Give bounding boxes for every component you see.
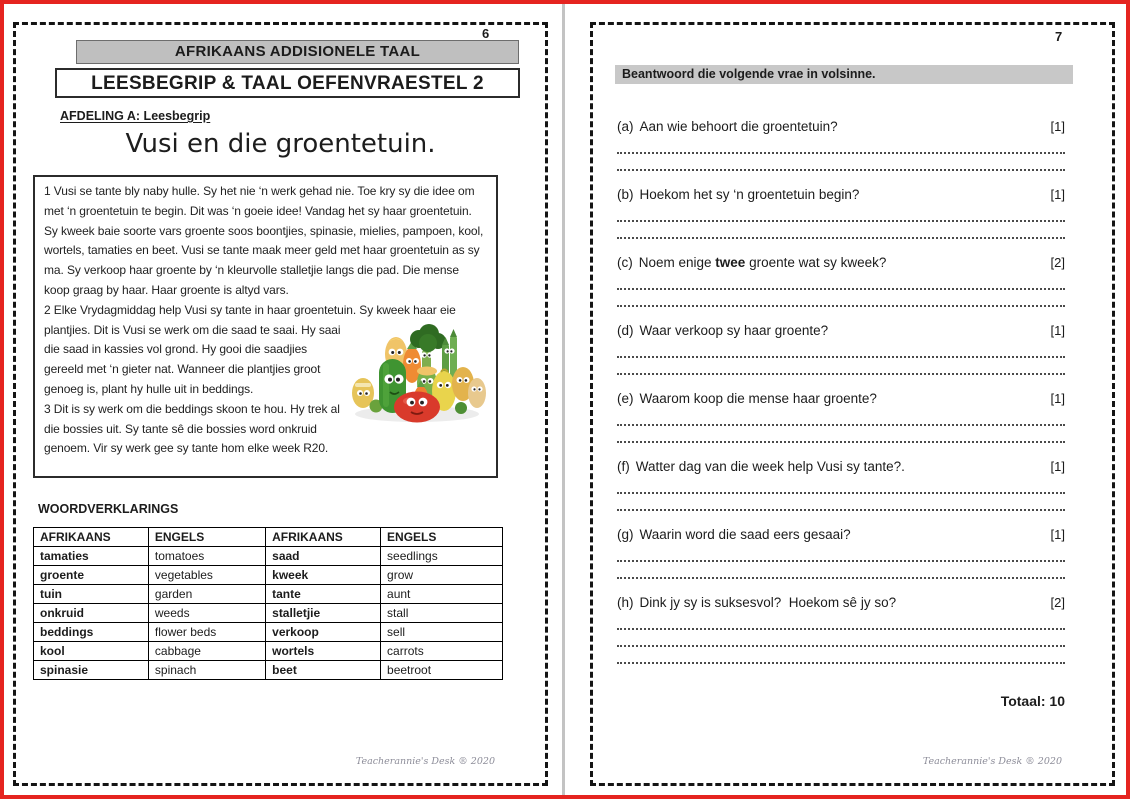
answer-line bbox=[617, 205, 1065, 222]
question-block bbox=[617, 323, 1065, 375]
english-word: flower beds bbox=[148, 623, 265, 642]
page-number: 7 bbox=[1055, 29, 1063, 44]
answer-line bbox=[617, 426, 1065, 443]
english-word: stall bbox=[381, 604, 503, 623]
question-text: (h) Dink jy sy is suksesvol? Hoekom sê jy so? bbox=[617, 595, 897, 610]
question-text: (a) Aan wie behoort die groentetuin? bbox=[617, 119, 838, 134]
english-word: sell bbox=[381, 623, 503, 642]
afrikaans-word: tamaties bbox=[34, 547, 149, 566]
question-label: (d) bbox=[617, 323, 634, 338]
afrikaans-word: beet bbox=[266, 661, 381, 680]
question-block bbox=[617, 527, 1065, 579]
answer-line bbox=[617, 358, 1065, 375]
answer-line bbox=[617, 409, 1065, 426]
english-word: grow bbox=[381, 566, 503, 585]
vocab-column-header: ENGELS bbox=[148, 528, 265, 547]
vocab-row bbox=[34, 623, 503, 642]
answer-line bbox=[617, 647, 1065, 664]
worksheet-title: LEESBEGRIP & TAAL OEFENVRAESTEL 2 bbox=[55, 68, 520, 98]
afrikaans-word: tuin bbox=[34, 585, 149, 604]
answer-line bbox=[617, 613, 1065, 630]
english-word: weeds bbox=[148, 604, 265, 623]
vocab-row bbox=[34, 585, 503, 604]
vocab-row bbox=[34, 642, 503, 661]
vocab-row bbox=[34, 566, 503, 585]
answer-line bbox=[617, 562, 1065, 579]
afrikaans-word: wortels bbox=[266, 642, 381, 661]
page-divider bbox=[562, 4, 565, 795]
question-label: (f) bbox=[617, 459, 630, 474]
afrikaans-word: saad bbox=[266, 547, 381, 566]
english-word: seedlings bbox=[381, 547, 503, 566]
answer-line bbox=[617, 222, 1065, 239]
answer-line bbox=[617, 290, 1065, 307]
worksheet-page-7 bbox=[590, 22, 1115, 786]
answer-line bbox=[617, 273, 1065, 290]
afrikaans-word: verkoop bbox=[266, 623, 381, 642]
subject-header-bar: AFRIKAANS ADDISIONELE TAAL bbox=[76, 40, 519, 64]
section-heading: AFDELING A: Leesbegrip bbox=[60, 109, 211, 123]
english-word: aunt bbox=[381, 585, 503, 604]
question-block bbox=[617, 119, 1065, 171]
story-box bbox=[33, 175, 498, 478]
answer-line bbox=[617, 137, 1065, 154]
question-block bbox=[617, 255, 1065, 307]
question-marks: [1] bbox=[1050, 187, 1065, 202]
afrikaans-word: beddings bbox=[34, 623, 149, 642]
vocab-column-header: ENGELS bbox=[381, 528, 503, 547]
vocab-heading: WOORDVERKLARINGS bbox=[38, 502, 179, 516]
question-marks: [1] bbox=[1050, 323, 1065, 338]
question-text: (f) Watter dag van die week help Vusi sy tante?. bbox=[617, 459, 905, 474]
answer-line bbox=[617, 154, 1065, 171]
question-label: (a) bbox=[617, 119, 634, 134]
afrikaans-word: kweek bbox=[266, 566, 381, 585]
question-marks: [1] bbox=[1050, 119, 1065, 134]
question-label: (e) bbox=[617, 391, 634, 406]
question-block bbox=[617, 391, 1065, 443]
afrikaans-word: kool bbox=[34, 642, 149, 661]
question-marks: [2] bbox=[1050, 255, 1065, 270]
english-word: beetroot bbox=[381, 661, 503, 680]
instruction-bar: Beantwoord die volgende vrae in volsinne. bbox=[615, 65, 1073, 84]
question-marks: [1] bbox=[1050, 459, 1065, 474]
answer-line bbox=[617, 477, 1065, 494]
question-text: (e) Waarom koop die mense haar groente? bbox=[617, 391, 877, 406]
question-text: (c) Noem enige twee groente wat sy kweek? bbox=[617, 255, 887, 270]
english-word: cabbage bbox=[148, 642, 265, 661]
vocab-table bbox=[33, 527, 503, 680]
story-paragraph-3: 3 Dit is sy werk om die beddings skoon te hou. Hy trek al die bossies uit. Sy tante sê die bossies word onkruid genoem. Vir sy werk gee sy tante hom elke week R20. bbox=[44, 401, 340, 456]
afrikaans-word: spinasie bbox=[34, 661, 149, 680]
question-label: (b) bbox=[617, 187, 634, 202]
vegetable-characters-image bbox=[349, 321, 487, 425]
english-word: vegetables bbox=[148, 566, 265, 585]
total-marks: Totaal: 10 bbox=[1000, 693, 1065, 709]
answer-line bbox=[617, 630, 1065, 647]
question-block bbox=[617, 459, 1065, 511]
worksheet-page-6 bbox=[13, 22, 548, 786]
afrikaans-word: groente bbox=[34, 566, 149, 585]
vocab-row bbox=[34, 661, 503, 680]
english-word: spinach bbox=[148, 661, 265, 680]
question-text: (d) Waar verkoop sy haar groente? bbox=[617, 323, 829, 338]
answer-line bbox=[617, 494, 1065, 511]
afrikaans-word: tante bbox=[266, 585, 381, 604]
answer-line bbox=[617, 341, 1065, 358]
vocab-row bbox=[34, 604, 503, 623]
question-label: (c) bbox=[617, 255, 633, 270]
story-paragraph-2: 2 Elke Vrydagmiddag help Vusi sy tante in haar groentetuin. Sy kweek haar eie plantjies. Dit is Vusi se werk om die saad te saai. Hy saai die saad in kassies vol grond. Hy gooi die saadjies gereeld met ‘n gieter nat. Wanneer die plantjies groot genoeg is, plant hy hulle uit in beddings. bbox=[44, 302, 456, 396]
story-paragraph-1: 1 Vusi se tante bly naby hulle. Sy het nie ‘n werk gehad nie. Toe kry sy die idee om met ‘n groentetuin te begin. Dit was ‘n goeie idee! Vandag het sy haar groentetuin. Sy kweek baie soorte vars groente soos boontjies, spinasie, mielies, pampoen, kool, wortels, tamaties en beet. Vusi se tante maak meer geld met haar groentetuin as sy ma. Sy verkoop haar groente by ‘n kleurvolle stalletjie langs die pad. Die mense koop graag by haar. Haar groente is altyd vars. bbox=[44, 184, 484, 297]
question-label: (g) bbox=[617, 527, 634, 542]
question-text: (g) Waarin word die saad eers gesaai? bbox=[617, 527, 851, 542]
question-text: (b) Hoekom het sy ‘n groentetuin begin? bbox=[617, 187, 860, 202]
copyright-footer: Teacherannie's Desk ® 2020 bbox=[355, 756, 495, 767]
questions-list bbox=[617, 103, 1065, 664]
vocab-column-header: AFRIKAANS bbox=[266, 528, 381, 547]
afrikaans-word: onkruid bbox=[34, 604, 149, 623]
page-number: 6 bbox=[482, 26, 490, 41]
afrikaans-word: stalletjie bbox=[266, 604, 381, 623]
question-block bbox=[617, 187, 1065, 239]
english-word: garden bbox=[148, 585, 265, 604]
question-marks: [1] bbox=[1050, 527, 1065, 542]
story-title: Vusi en die groentetuin. bbox=[125, 129, 436, 159]
question-label: (h) bbox=[617, 595, 634, 610]
english-word: tomatoes bbox=[148, 547, 265, 566]
vocab-column-header: AFRIKAANS bbox=[34, 528, 149, 547]
question-block bbox=[617, 595, 1065, 664]
vocab-row bbox=[34, 547, 503, 566]
copyright-footer: Teacherannie's Desk ® 2020 bbox=[922, 756, 1062, 767]
english-word: carrots bbox=[381, 642, 503, 661]
vocab-header-row bbox=[34, 528, 503, 547]
question-marks: [1] bbox=[1050, 391, 1065, 406]
answer-line bbox=[617, 545, 1065, 562]
question-marks: [2] bbox=[1050, 595, 1065, 610]
